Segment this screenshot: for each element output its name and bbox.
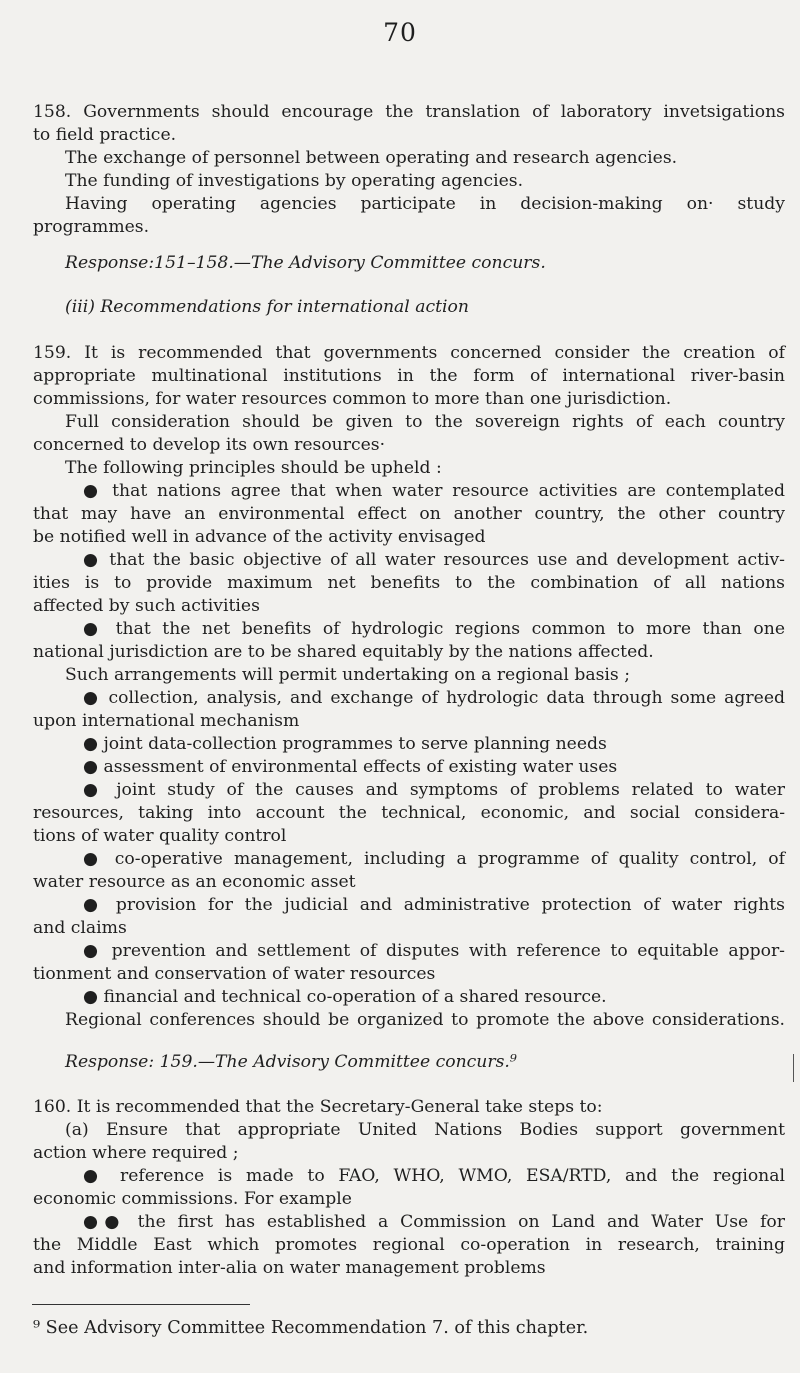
paragraph-160-line: 160. It is recommended that the Secretary-General take steps to: — [33, 1097, 603, 1117]
bullet-item-line: and claims — [33, 918, 127, 938]
response-151-158: Response:151–158.—The Advisory Committee concurs. — [65, 253, 546, 273]
bullet-item-line: water resource as an economic asset — [33, 872, 356, 892]
bullet-item-line: tionment and conservation of water resources — [33, 964, 436, 984]
paragraph-159-line: 159. It is recommended that governments concerned consider the creation of — [33, 343, 785, 363]
paragraph-158-line: The exchange of personnel between operating and research agencies. — [65, 148, 678, 168]
paragraph-159-line: appropriate multinational institutions in the form of international river-basin — [33, 366, 785, 386]
bullet-item-line: be notified well in advance of the activity envisaged — [33, 527, 486, 547]
paragraph-160-line: action where required ; — [33, 1143, 239, 1163]
paragraph-159-line: Full consideration should be given to the sovereign rights of each country — [65, 412, 785, 432]
page-number: 70 — [383, 18, 417, 47]
paragraph-159-line: Regional conferences should be organized to promote the above considerations. — [65, 1010, 785, 1030]
paragraph-158-line: The funding of investigations by operating agencies. — [65, 171, 524, 191]
sub-bullet-item-line: ●● the first has established a Commission on Land and Water Use for — [83, 1212, 785, 1232]
bullet-item-line: ● provision for the judicial and administrative protection of water rights — [83, 895, 785, 915]
paragraph-159-line: commissions, for water resources common to more than one jurisdiction. — [33, 389, 672, 409]
bullet-item-line: ● reference is made to FAO, WHO, WMO, ESA/RTD, and the regional — [83, 1166, 785, 1186]
bullet-item-line: upon international mechanism — [33, 711, 300, 731]
paragraph-158-line: to field practice. — [33, 125, 177, 145]
bullet-item-line: economic commissions. For example — [33, 1189, 352, 1209]
paragraph-158-line: 158. Governments should encourage the translation of laboratory invetsigations — [33, 102, 785, 122]
section-heading-international-action: (iii) Recommendations for international action — [65, 297, 469, 317]
paragraph-158-line: Having operating agencies participate in decision-making on· study — [65, 194, 785, 214]
sub-bullet-item-line: the Middle East which promotes regional co-operation in research, training — [33, 1235, 785, 1255]
bullet-item-line: Such arrangements will permit undertaking on a regional basis ; — [65, 665, 630, 685]
bullet-item-line: ● co-operative management, including a programme of quality control, of — [83, 849, 785, 869]
bullet-item-line: ● joint study of the causes and symptoms of problems related to water — [83, 780, 785, 800]
bullet-item-line: that may have an environmental effect on another country, the other country — [33, 504, 785, 524]
bullet-item-line: national jurisdiction are to be shared equitably by the nations affected. — [33, 642, 654, 662]
bullet-item-line: ● that nations agree that when water resource activities are contemplated — [83, 481, 785, 501]
bullet-item-line: ● that the net benefits of hydrologic regions common to more than one — [83, 619, 785, 639]
response-159: Response: 159.—The Advisory Committee concurs.⁹ — [65, 1052, 517, 1072]
paragraph-160-line: (a) Ensure that appropriate United Nations Bodies support government — [65, 1120, 785, 1140]
bullet-item-line: ● financial and technical co-operation of a shared resource. — [83, 987, 607, 1007]
scan-edge-mark — [793, 1054, 794, 1082]
paragraph-158-line: programmes. — [33, 217, 150, 237]
bullet-item-line: ities is to provide maximum net benefits to the combination of all nations — [33, 573, 785, 593]
bullet-item-line: ● joint data-collection programmes to serve planning needs — [83, 734, 607, 754]
bullet-item-line: ● prevention and settlement of disputes with reference to equitable appor- — [83, 941, 785, 961]
bullet-item-line: ● assessment of environmental effects of existing water uses — [83, 757, 618, 777]
bullet-item-line: tions of water quality control — [33, 826, 287, 846]
bullet-item-line: ● collection, analysis, and exchange of hydrologic data through some agreed — [83, 688, 785, 708]
bullet-item-line: ● that the basic objective of all water resources use and development activ- — [83, 550, 785, 570]
bullet-item-line: resources, taking into account the technical, economic, and social considera- — [33, 803, 785, 823]
footnote-rule — [32, 1304, 250, 1305]
bullet-item-line: affected by such activities — [33, 596, 260, 616]
footnote: ⁹ See Advisory Committee Recommendation 7. of this chapter. — [33, 1318, 589, 1338]
paragraph-159-line: concerned to develop its own resources· — [33, 435, 386, 455]
sub-bullet-item-line: and information inter-alia on water management problems — [33, 1258, 546, 1278]
paragraph-159-line: The following principles should be upheld : — [65, 458, 442, 478]
